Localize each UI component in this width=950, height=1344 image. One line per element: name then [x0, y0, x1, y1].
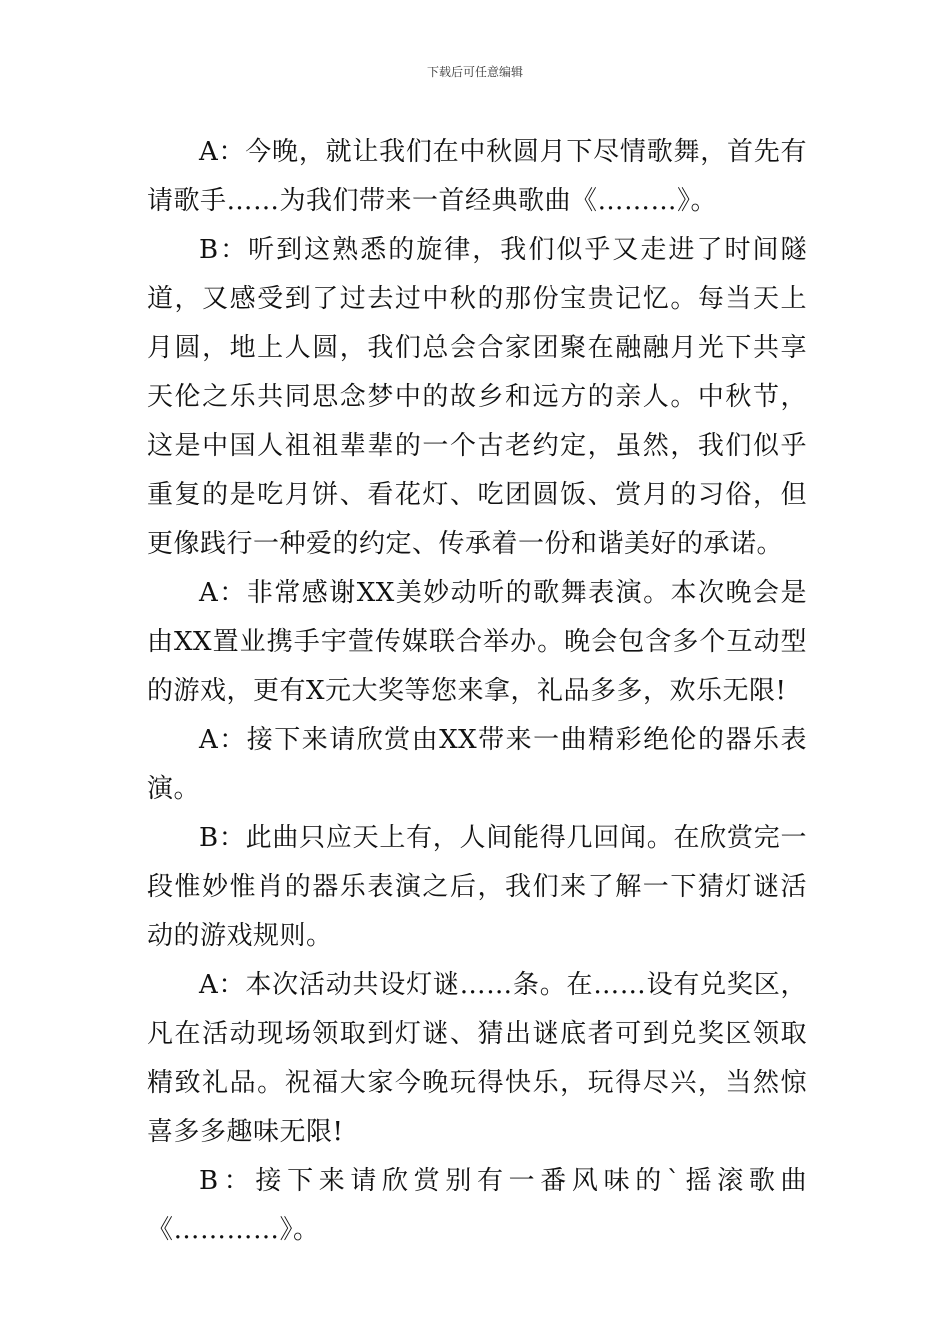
paragraph-1: A：今晚，就让我们在中秋圆月下尽情歌舞，首先有请歌手……为我们带来一首经典歌曲《………》。 [147, 137, 807, 216]
paragraph-5: B：此曲只应天上有，人间能得几回闻。在欣赏完一段惟妙惟肖的器乐表演之后，我们来了解一下猜灯谜活动的游戏规则。 [147, 823, 807, 951]
paragraph-4: A：接下来请欣赏由XX带来一曲精彩绝伦的器乐表演。 [147, 725, 807, 804]
paragraph-7: B：接下来请欣赏别有一番风味的`摇滚歌曲《…………》。 [147, 1166, 807, 1245]
page-header: 下载后可任意编辑 [426, 65, 523, 79]
paragraph-6: A：本次活动共设灯谜……条。在……设有兑奖区，凡在活动现场领取到灯谜、猜出谜底者可到兑奖区领取精致礼品。祝福大家今晚玩得快乐，玩得尽兴，当然惊喜多多趣味无限! [147, 970, 807, 1147]
document-body [147, 128, 807, 1255]
paragraph-3: A：非常感谢XX美妙动听的歌舞表演。本次晚会是由XX置业携手宇萱传媒联合举办。晚会包含多个互动型的游戏，更有X元大奖等您来拿，礼品多多，欢乐无限! [147, 578, 807, 706]
paragraph-2: B：听到这熟悉的旋律，我们似乎又走进了时间隧道，又感受到了过去过中秋的那份宝贵记忆。每当天上月圆，地上人圆，我们总会合家团聚在融融月光下共享天伦之乐共同思念梦中的故乡和远方的亲人。中秋节，这是中国人祖祖辈辈的一个古老约定，虽然，我们似乎重复的是吃月饼、看花灯、吃团圆饭、赏月的习俗，但更像践行一种爱的约定、传承着一份和谐美好的承诺。 [147, 235, 807, 559]
